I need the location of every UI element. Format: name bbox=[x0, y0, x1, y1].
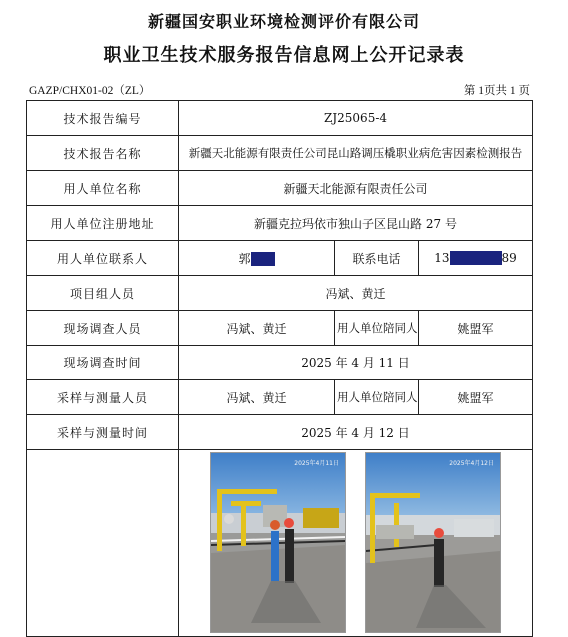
row-team bbox=[27, 276, 533, 311]
label-survey-time: 现场调查时间 bbox=[27, 346, 179, 380]
row-survey-staff bbox=[27, 311, 533, 346]
row-sampling-time bbox=[27, 415, 533, 450]
photo-cell bbox=[179, 450, 533, 637]
value-sampling-time: 2025 年 4 月 12 日 bbox=[179, 415, 533, 450]
phone-prefix: 13 bbox=[434, 250, 450, 265]
value-sampling-escort: 姚盟军 bbox=[419, 380, 533, 415]
redaction-mask bbox=[450, 251, 502, 265]
contact-name-visible: 郭 bbox=[238, 251, 251, 266]
label-report-name: 技术报告名称 bbox=[27, 136, 179, 171]
value-survey-escort: 姚盟军 bbox=[419, 311, 533, 346]
label-sampling-staff: 采样与测量人员 bbox=[27, 380, 179, 415]
photo-timestamp: 2025年4月11日 bbox=[294, 460, 339, 467]
value-survey-time: 2025 年 4 月 11 日 bbox=[179, 346, 533, 380]
row-contact bbox=[27, 241, 533, 276]
row-sampling-staff bbox=[27, 380, 533, 415]
row-survey-time bbox=[27, 346, 533, 380]
value-team: 冯斌、黄迁 bbox=[179, 276, 533, 311]
value-survey-staff: 冯斌、黄迁 bbox=[179, 311, 335, 346]
value-sampling-staff: 冯斌、黄迁 bbox=[179, 380, 335, 415]
redaction-mask bbox=[251, 252, 275, 266]
label-contact: 用人单位联系人 bbox=[27, 241, 179, 276]
label-report-no: 技术报告编号 bbox=[27, 101, 179, 136]
row-report-name bbox=[27, 136, 533, 171]
label-survey-staff: 现场调查人员 bbox=[27, 311, 179, 346]
page-info: 第 1页共 1 页 bbox=[463, 85, 530, 97]
photo-timestamp: 2025年4月12日 bbox=[449, 460, 494, 467]
row-employer bbox=[27, 171, 533, 206]
document-code: GAZP/CHX01-02（ZL） bbox=[29, 85, 151, 97]
value-report-name: 新疆天北能源有限责任公司昆山路调压橇职业病危害因素检测报告 bbox=[179, 136, 533, 171]
value-report-no: ZJ25065-4 bbox=[179, 101, 533, 136]
label-team: 项目组人员 bbox=[27, 276, 179, 311]
row-address bbox=[27, 206, 533, 241]
label-address: 用人单位注册地址 bbox=[27, 206, 179, 241]
row-report-no bbox=[27, 101, 533, 136]
value-phone bbox=[419, 241, 533, 276]
value-employer: 新疆天北能源有限责任公司 bbox=[179, 171, 533, 206]
phone-suffix: 89 bbox=[501, 250, 517, 265]
document-title: 职业卫生技术服务报告信息网上公开记录表 bbox=[103, 45, 465, 66]
label-sampling-escort: 用人单位陪同人 bbox=[335, 380, 419, 415]
site-photo-2 bbox=[365, 452, 501, 633]
label-phone: 联系电话 bbox=[335, 241, 419, 276]
value-contact-name bbox=[179, 241, 335, 276]
label-sampling-time: 采样与测量时间 bbox=[27, 415, 179, 450]
label-survey-escort: 用人单位陪同人 bbox=[335, 311, 419, 346]
value-address: 新疆克拉玛依市独山子区昆山路 27 号 bbox=[179, 206, 533, 241]
company-name: 新疆国安职业环境检测评价有限公司 bbox=[147, 12, 420, 31]
site-photo-1 bbox=[210, 452, 346, 633]
label-employer: 用人单位名称 bbox=[27, 171, 179, 206]
row-photos bbox=[27, 450, 533, 637]
photo-label-cell bbox=[27, 450, 179, 637]
record-table bbox=[26, 100, 533, 637]
